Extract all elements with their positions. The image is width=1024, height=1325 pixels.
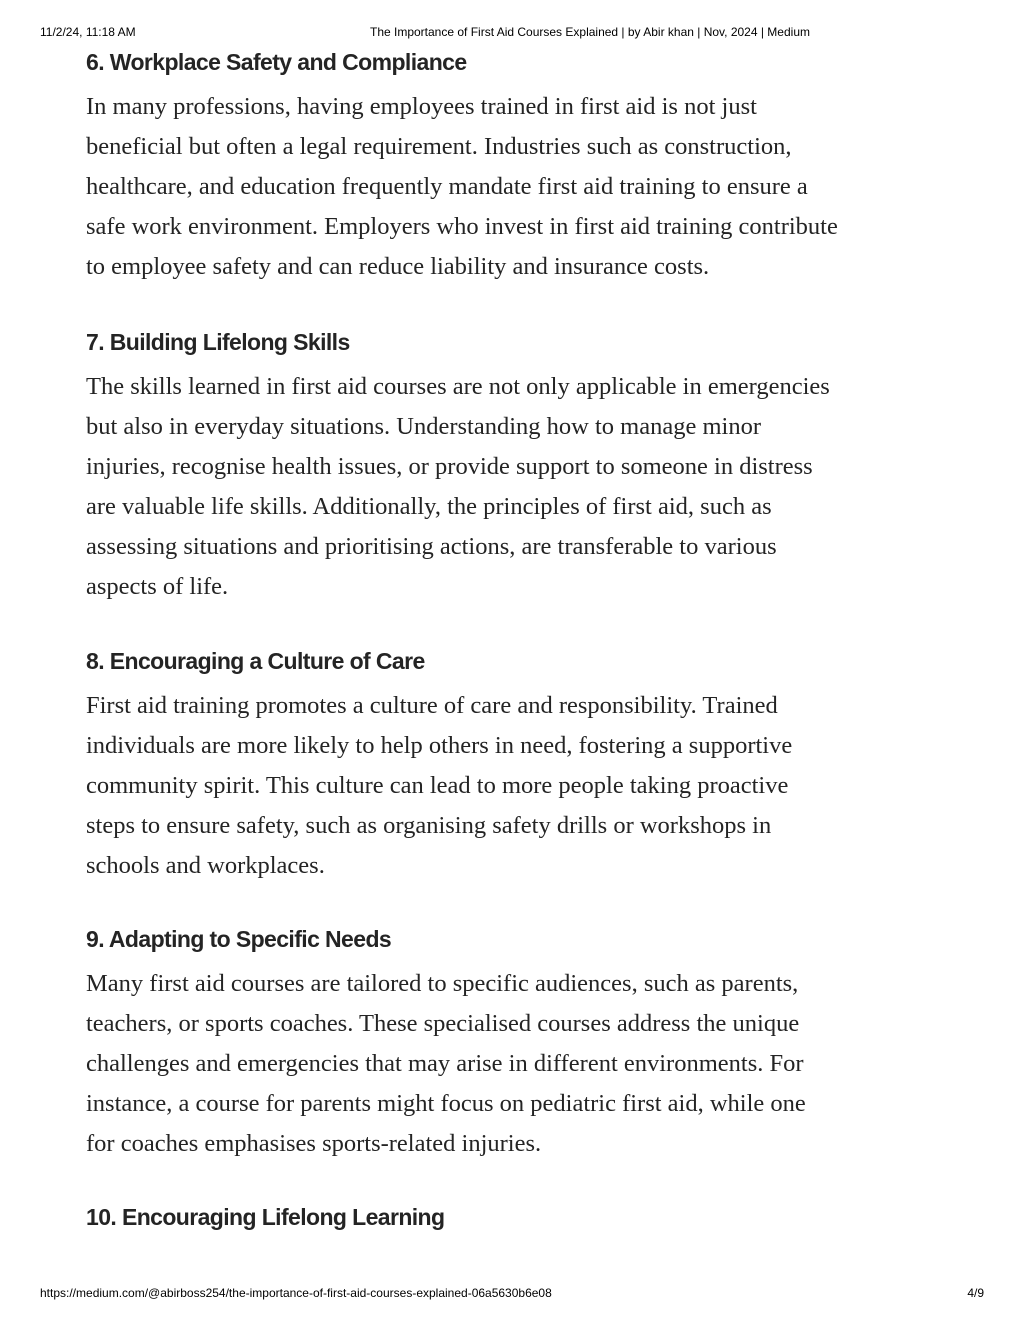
paragraph-line: healthcare, and education frequently mandate first aid training to ensure a (86, 173, 808, 200)
paragraph-line: aspects of life. (86, 573, 229, 600)
print-datetime: 11/2/24, 11:18 AM (40, 25, 136, 39)
paragraph-line: safe work environment. Employers who invest in first aid training contribute (86, 213, 838, 240)
section-culture-of-care (86, 645, 966, 886)
section-heading: 10. Encouraging Lifelong Learning (86, 1204, 445, 1230)
section-lifelong-learning (86, 1201, 444, 1233)
section-paragraph (86, 964, 966, 1164)
paragraph-line: challenges and emergencies that may arise in different environments. For (86, 1050, 804, 1077)
section-workplace-safety (86, 46, 966, 287)
paragraph-line: schools and workplaces. (86, 852, 325, 879)
paragraph-line: for coaches emphasises sports-related injuries. (86, 1130, 542, 1157)
section-paragraph (86, 367, 966, 607)
paragraph-line: assessing situations and prioritising actions, are transferable to various (86, 533, 777, 560)
paragraph-line: individuals are more likely to help others in need, fostering a supportive (86, 732, 793, 759)
paragraph-line: First aid training promotes a culture of care and responsibility. Trained (86, 692, 778, 719)
paragraph-line: instance, a course for parents might focus on pediatric first aid, while one (86, 1090, 806, 1117)
paragraph-line: beneficial but often a legal requirement. Industries such as construction, (86, 133, 792, 160)
section-specific-needs (86, 923, 966, 1164)
print-header (0, 25, 1024, 41)
paragraph-line: teachers, or sports coaches. These specialised courses address the unique (86, 1010, 800, 1037)
section-heading: 8. Encouraging a Culture of Care (86, 648, 425, 674)
print-page-url: https://medium.com/@abirboss254/the-importance-of-first-aid-courses-explained-06a5630b6e08 (40, 1286, 552, 1300)
section-lifelong-skills (86, 326, 966, 607)
paragraph-line: are valuable life skills. Additionally, the principles of first aid, such as (86, 493, 772, 520)
paragraph-line: Many first aid courses are tailored to specific audiences, such as parents, (86, 970, 799, 997)
paragraph-line: steps to ensure safety, such as organising safety drills or workshops in (86, 812, 772, 839)
paragraph-line: community spirit. This culture can lead to more people taking proactive (86, 772, 789, 799)
print-page-title: The Importance of First Aid Courses Explained | by Abir khan | Nov, 2024 | Medium (369, 25, 810, 39)
paragraph-line: injuries, recognise health issues, or provide support to someone in distress (86, 453, 813, 480)
paragraph-line: The skills learned in first aid courses are not only applicable in emergencies (86, 373, 830, 400)
print-page-number: 4/9 (967, 1286, 984, 1300)
section-heading: 7. Building Lifelong Skills (86, 329, 350, 355)
paragraph-line: but also in everyday situations. Understanding how to manage minor (86, 413, 761, 440)
paragraph-line: to employee safety and can reduce liability and insurance costs. (86, 253, 710, 280)
section-heading: 9. Adapting to Specific Needs (86, 926, 392, 952)
print-footer (0, 1286, 1024, 1302)
paragraph-line: In many professions, having employees trained in first aid is not just (86, 93, 757, 120)
section-paragraph (86, 686, 966, 886)
section-paragraph (86, 87, 966, 287)
section-heading: 6. Workplace Safety and Compliance (86, 49, 467, 75)
